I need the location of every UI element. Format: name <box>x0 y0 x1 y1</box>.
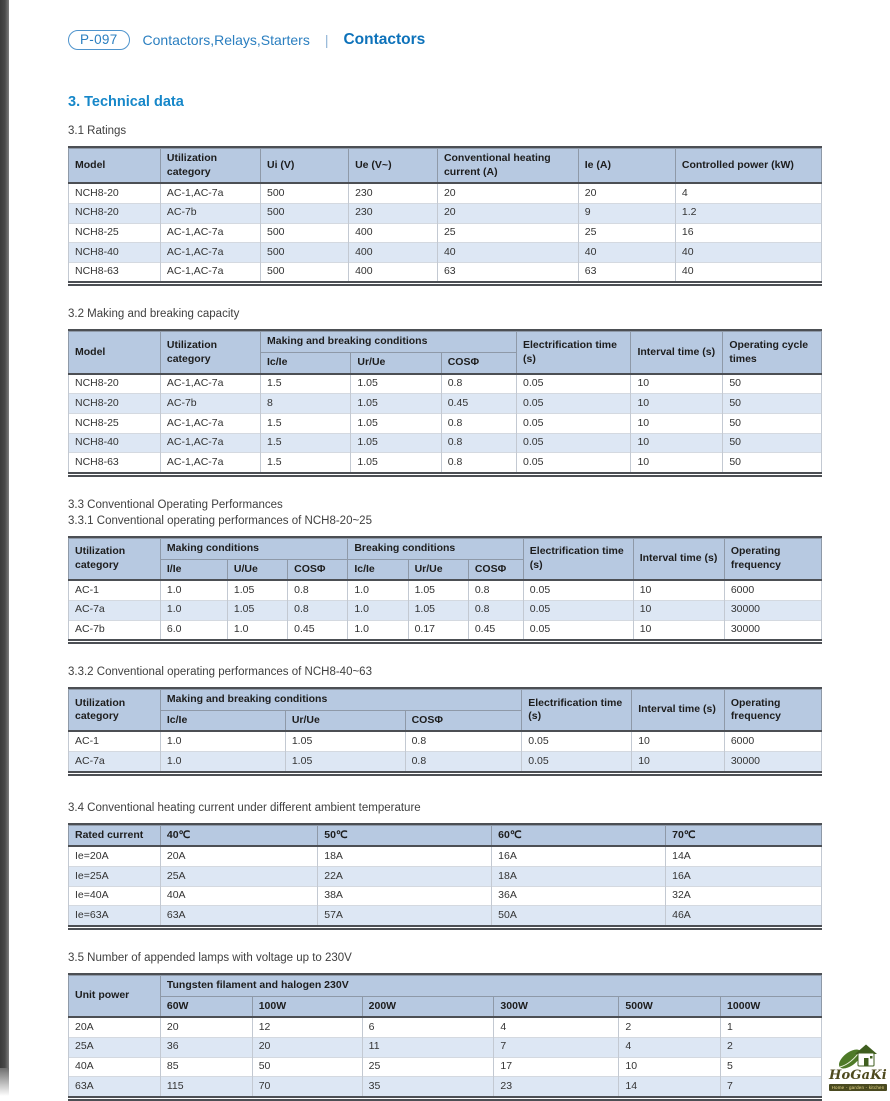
table-cell: 1.05 <box>227 600 287 620</box>
table-row <box>69 374 822 394</box>
column-header: Making conditions <box>160 538 347 559</box>
table-cell: 500 <box>261 203 349 223</box>
column-header: Operating cycle times <box>723 332 822 374</box>
column-header: 70℃ <box>666 825 822 846</box>
making-breaking-table-frame <box>68 329 822 476</box>
table-cell: 10 <box>633 580 724 600</box>
table-cell: 10 <box>632 752 725 771</box>
table-row <box>69 262 822 281</box>
table-cell: 46A <box>666 906 822 925</box>
table-row <box>69 433 822 453</box>
table-cell: 63A <box>160 906 317 925</box>
table-cell: 30000 <box>724 620 821 639</box>
table-cell: 0.45 <box>288 620 348 639</box>
table-row <box>69 453 822 472</box>
table-cell: 1.0 <box>348 600 408 620</box>
table-row <box>69 1077 822 1096</box>
table-cell: 1.0 <box>348 620 408 639</box>
table-cell: Ie=40A <box>69 886 161 906</box>
ratings-table-frame <box>68 146 822 286</box>
column-header: Utilization category <box>160 149 260 184</box>
breadcrumb: Contactors,Relays,Starters <box>142 32 310 48</box>
table-cell: 1.05 <box>285 752 405 771</box>
table-cell: Ie=20A <box>69 846 161 866</box>
table-cell: 0.8 <box>468 600 523 620</box>
table-cell: 0.45 <box>441 394 516 414</box>
column-header: Utilization category <box>160 332 260 374</box>
table-row <box>69 620 822 639</box>
table-cell: 0.8 <box>441 374 516 394</box>
table-cell: 0.05 <box>522 731 632 751</box>
table-row <box>69 183 822 203</box>
column-header: 60℃ <box>492 825 666 846</box>
perf-20-25-table-frame <box>68 536 822 644</box>
table-cell: 10 <box>633 620 724 639</box>
table-cell: 0.05 <box>523 600 633 620</box>
column-header: 100W <box>252 996 362 1017</box>
table-cell: 1.05 <box>408 600 468 620</box>
subsection-label-operating-performances: 3.3 Conventional Operating Performances <box>68 498 283 511</box>
column-header: 60W <box>160 996 252 1017</box>
table-cell: NCH8-20 <box>69 203 161 223</box>
table-cell: 1.5 <box>261 374 351 394</box>
table-cell: 1.05 <box>285 731 405 751</box>
table-cell: 25 <box>578 223 675 243</box>
table-cell: NCH8-40 <box>69 433 161 453</box>
table-cell: AC-1,AC-7a <box>160 223 260 243</box>
table-cell: 63 <box>578 262 675 281</box>
table-cell: 20 <box>437 183 578 203</box>
table-cell: 10 <box>619 1057 721 1077</box>
page-title: Contactors <box>343 31 426 48</box>
table-cell: 1.5 <box>261 453 351 472</box>
table-cell: 30000 <box>724 752 821 771</box>
column-header: Model <box>69 149 161 184</box>
brand-tagline: Home - garden - kitchen <box>829 1084 887 1091</box>
table-cell: 50 <box>723 414 822 434</box>
column-header: I/Ie <box>160 559 227 580</box>
table-cell: 50 <box>723 374 822 394</box>
subsection-label-ratings: 3.1 Ratings <box>68 125 127 137</box>
table-row <box>69 906 822 925</box>
ratings-table <box>68 148 822 281</box>
table-cell: 8 <box>261 394 351 414</box>
table-cell: 1.0 <box>227 620 287 639</box>
table-cell: 0.05 <box>517 453 631 472</box>
table-cell: NCH8-20 <box>69 374 161 394</box>
column-header: Ur/Ue <box>285 710 405 731</box>
table-cell: 7 <box>721 1077 822 1096</box>
column-header: COSΦ <box>405 710 522 731</box>
column-header: COSΦ <box>468 559 523 580</box>
table-cell: 0.8 <box>288 600 348 620</box>
column-header: Interval time (s) <box>632 690 725 732</box>
column-header: Making and breaking conditions <box>160 690 521 711</box>
table-cell: AC-1 <box>69 580 161 600</box>
table-cell: 230 <box>349 183 438 203</box>
table-cell: 0.05 <box>523 620 633 639</box>
table-cell: 400 <box>349 243 438 263</box>
page-spine <box>0 0 9 1068</box>
table-cell: 0.8 <box>288 580 348 600</box>
table-row <box>69 223 822 243</box>
table-cell: 9 <box>578 203 675 223</box>
subsection-label-making-breaking: 3.2 Making and breaking capacity <box>68 308 240 321</box>
column-header: Tungsten filament and halogen 230V <box>160 975 821 996</box>
column-header: 50℃ <box>318 825 492 846</box>
table-cell: 20 <box>578 183 675 203</box>
table-row <box>69 243 822 263</box>
table-cell: 14A <box>666 846 822 866</box>
table-cell: 20 <box>437 203 578 223</box>
table-row <box>69 394 822 414</box>
table-cell: 50 <box>723 394 822 414</box>
column-header: Electrification time (s) <box>522 690 632 732</box>
table-cell: 1.0 <box>348 580 408 600</box>
table-cell: 4 <box>494 1017 619 1037</box>
breadcrumb-separator-icon: | <box>324 32 329 48</box>
table-row <box>69 1037 822 1057</box>
table-cell: 20A <box>160 846 317 866</box>
table-cell: 0.8 <box>405 731 522 751</box>
column-header: U/Ue <box>227 559 287 580</box>
table-cell: 0.05 <box>517 414 631 434</box>
column-header: Interval time (s) <box>633 538 724 580</box>
table-cell: 16A <box>666 867 822 887</box>
table-cell: 2 <box>721 1037 822 1057</box>
column-header: COSΦ <box>288 559 348 580</box>
table-cell: 0.17 <box>408 620 468 639</box>
lamps-table-frame <box>68 973 822 1101</box>
table-row <box>69 886 822 906</box>
table-cell: 35 <box>362 1077 494 1096</box>
table-cell: AC-7b <box>160 394 260 414</box>
table-row <box>69 580 822 600</box>
table-cell: 1.05 <box>408 580 468 600</box>
brand-logo <box>829 1041 887 1091</box>
table-cell: 1.0 <box>160 731 285 751</box>
page-code-badge: P-097 <box>68 30 130 50</box>
table-cell: 25 <box>362 1057 494 1077</box>
column-header: 40℃ <box>160 825 317 846</box>
table-cell: 0.45 <box>468 620 523 639</box>
table-row <box>69 203 822 223</box>
table-cell: AC-1,AC-7a <box>160 433 260 453</box>
table-cell: 6.0 <box>160 620 227 639</box>
column-header: 500W <box>619 996 721 1017</box>
perf-40-63-table-frame <box>68 687 822 776</box>
column-header: Ie (A) <box>578 149 675 184</box>
table-cell: 40A <box>69 1057 161 1077</box>
table-row <box>69 414 822 434</box>
table-cell: 115 <box>160 1077 252 1096</box>
table-cell: 10 <box>631 374 723 394</box>
table-cell: 0.05 <box>517 394 631 414</box>
perf-40-63-table <box>68 689 822 771</box>
table-cell: AC-7a <box>69 600 161 620</box>
table-cell: 20A <box>69 1017 161 1037</box>
subsection-label-heating-current: 3.4 Conventional heating current under different ambient temperature <box>68 801 421 814</box>
column-header: 1000W <box>721 996 822 1017</box>
section-heading: 3. Technical data <box>68 94 184 110</box>
table-cell: 5 <box>721 1057 822 1077</box>
table-cell: 50 <box>723 433 822 453</box>
table-row <box>69 1057 822 1077</box>
table-cell: Ie=25A <box>69 867 161 887</box>
heating-current-table <box>68 825 822 925</box>
table-cell: Ie=63A <box>69 906 161 925</box>
table-cell: 20 <box>252 1037 362 1057</box>
table-cell: 85 <box>160 1057 252 1077</box>
leaf-house-icon <box>835 1041 881 1069</box>
table-cell: 6 <box>362 1017 494 1037</box>
table-cell: 30000 <box>724 600 821 620</box>
table-cell: AC-1,AC-7a <box>160 243 260 263</box>
table-cell: 230 <box>349 203 438 223</box>
subsection-label-perf-40-63: 3.3.2 Conventional operating performances of NCH8-40~63 <box>68 666 372 679</box>
column-header: Unit power <box>69 975 161 1017</box>
page-header <box>68 0 822 50</box>
table-cell: AC-7b <box>69 620 161 639</box>
table-cell: 1.0 <box>160 752 285 771</box>
table-cell: 0.8 <box>441 414 516 434</box>
table-row <box>69 600 822 620</box>
column-header: Operating frequency <box>724 690 821 732</box>
table-cell: NCH8-25 <box>69 414 161 434</box>
column-header: Utilization category <box>69 538 161 580</box>
table-cell: 1.5 <box>261 433 351 453</box>
column-header: Ic/Ie <box>261 353 351 374</box>
table-row <box>69 731 822 751</box>
table-cell: NCH8-40 <box>69 243 161 263</box>
table-cell: 7 <box>494 1037 619 1057</box>
lamps-table <box>68 975 822 1096</box>
table-cell: 25 <box>437 223 578 243</box>
table-cell: 1.0 <box>160 580 227 600</box>
table-cell: 63A <box>69 1077 161 1096</box>
table-cell: AC-7a <box>69 752 161 771</box>
table-cell: 50A <box>492 906 666 925</box>
column-header: Breaking conditions <box>348 538 523 559</box>
table-row <box>69 752 822 771</box>
table-cell: 38A <box>318 886 492 906</box>
table-cell: 18A <box>318 846 492 866</box>
table-cell: 500 <box>261 243 349 263</box>
table-cell: 0.8 <box>441 453 516 472</box>
table-row <box>69 867 822 887</box>
heating-current-table-frame <box>68 823 822 930</box>
table-cell: 36 <box>160 1037 252 1057</box>
table-cell: 500 <box>261 183 349 203</box>
table-cell: 400 <box>349 262 438 281</box>
table-cell: 10 <box>631 433 723 453</box>
column-header: Conventional heating current (A) <box>437 149 578 184</box>
table-cell: 2 <box>619 1017 721 1037</box>
table-cell: 4 <box>619 1037 721 1057</box>
table-cell: 25A <box>160 867 317 887</box>
table-cell: 10 <box>631 414 723 434</box>
column-header: Electrification time (s) <box>523 538 633 580</box>
table-cell: 10 <box>631 394 723 414</box>
table-cell: 32A <box>666 886 822 906</box>
table-cell: 400 <box>349 223 438 243</box>
table-cell: 4 <box>675 183 821 203</box>
table-cell: 40 <box>675 243 821 263</box>
column-header: 300W <box>494 996 619 1017</box>
column-header: Model <box>69 332 161 374</box>
table-cell: 10 <box>632 731 725 751</box>
table-cell: NCH8-63 <box>69 453 161 472</box>
table-cell: 0.8 <box>468 580 523 600</box>
table-cell: AC-1 <box>69 731 161 751</box>
subsection-label-lamps: 3.5 Number of appended lamps with voltage up to 230V <box>68 951 352 964</box>
table-cell: NCH8-20 <box>69 183 161 203</box>
perf-20-25-table <box>68 538 822 639</box>
column-header: Operating frequency <box>724 538 821 580</box>
table-cell: 1.0 <box>160 600 227 620</box>
table-cell: AC-1,AC-7a <box>160 262 260 281</box>
table-cell: 70 <box>252 1077 362 1096</box>
table-cell: 63 <box>437 262 578 281</box>
column-header: Rated current <box>69 825 161 846</box>
table-cell: 1.05 <box>351 453 441 472</box>
column-header: Utilization category <box>69 690 161 732</box>
table-cell: NCH8-20 <box>69 394 161 414</box>
table-cell: 1.05 <box>351 394 441 414</box>
table-cell: 40A <box>160 886 317 906</box>
table-cell: 6000 <box>724 580 821 600</box>
table-cell: 500 <box>261 223 349 243</box>
column-header: 200W <box>362 996 494 1017</box>
table-cell: AC-1,AC-7a <box>160 183 260 203</box>
table-cell: 50 <box>723 453 822 472</box>
brand-name: HoGaKi <box>829 1068 887 1083</box>
table-cell: 12 <box>252 1017 362 1037</box>
column-header: COSΦ <box>441 353 516 374</box>
table-cell: 10 <box>633 600 724 620</box>
subsection-label-perf-20-25: 3.3.1 Conventional operating performances of NCH8-20~25 <box>68 514 372 527</box>
table-cell: 17 <box>494 1057 619 1077</box>
table-cell: 16A <box>492 846 666 866</box>
table-cell: 50 <box>252 1057 362 1077</box>
table-cell: AC-7b <box>160 203 260 223</box>
table-cell: 1.5 <box>261 414 351 434</box>
table-cell: 1.05 <box>227 580 287 600</box>
table-row <box>69 1017 822 1037</box>
table-cell: 14 <box>619 1077 721 1096</box>
table-cell: 1.05 <box>351 374 441 394</box>
table-cell: 6000 <box>724 731 821 751</box>
column-header: Making and breaking conditions <box>261 332 517 353</box>
column-header: Ic/Ie <box>160 710 285 731</box>
column-header: Controlled power (kW) <box>675 149 821 184</box>
table-cell: 40 <box>675 262 821 281</box>
table-row <box>69 846 822 866</box>
table-cell: 1.05 <box>351 414 441 434</box>
making-breaking-table <box>68 331 822 471</box>
column-header: Ue (V~) <box>349 149 438 184</box>
table-cell: 0.05 <box>517 433 631 453</box>
table-cell: NCH8-25 <box>69 223 161 243</box>
table-cell: 36A <box>492 886 666 906</box>
column-header: Ic/Ie <box>348 559 408 580</box>
table-cell: 10 <box>631 453 723 472</box>
table-cell: 40 <box>437 243 578 263</box>
column-header: Interval time (s) <box>631 332 723 374</box>
column-header: Ur/Ue <box>351 353 441 374</box>
table-cell: 16 <box>675 223 821 243</box>
table-cell: 1 <box>721 1017 822 1037</box>
table-cell: 500 <box>261 262 349 281</box>
column-header: Ur/Ue <box>408 559 468 580</box>
table-cell: 18A <box>492 867 666 887</box>
table-cell: 0.05 <box>523 580 633 600</box>
table-cell: 23 <box>494 1077 619 1096</box>
table-cell: 20 <box>160 1017 252 1037</box>
table-cell: NCH8-63 <box>69 262 161 281</box>
table-cell: 0.8 <box>441 433 516 453</box>
table-cell: 40 <box>578 243 675 263</box>
table-cell: AC-1,AC-7a <box>160 453 260 472</box>
table-cell: 1.2 <box>675 203 821 223</box>
table-cell: 57A <box>318 906 492 925</box>
table-cell: 25A <box>69 1037 161 1057</box>
table-cell: 22A <box>318 867 492 887</box>
column-header: Ui (V) <box>261 149 349 184</box>
table-cell: AC-1,AC-7a <box>160 374 260 394</box>
column-header: Electrification time (s) <box>517 332 631 374</box>
table-cell: 0.05 <box>522 752 632 771</box>
table-cell: AC-1,AC-7a <box>160 414 260 434</box>
table-cell: 11 <box>362 1037 494 1057</box>
table-cell: 1.05 <box>351 433 441 453</box>
table-cell: 0.8 <box>405 752 522 771</box>
table-cell: 0.05 <box>517 374 631 394</box>
